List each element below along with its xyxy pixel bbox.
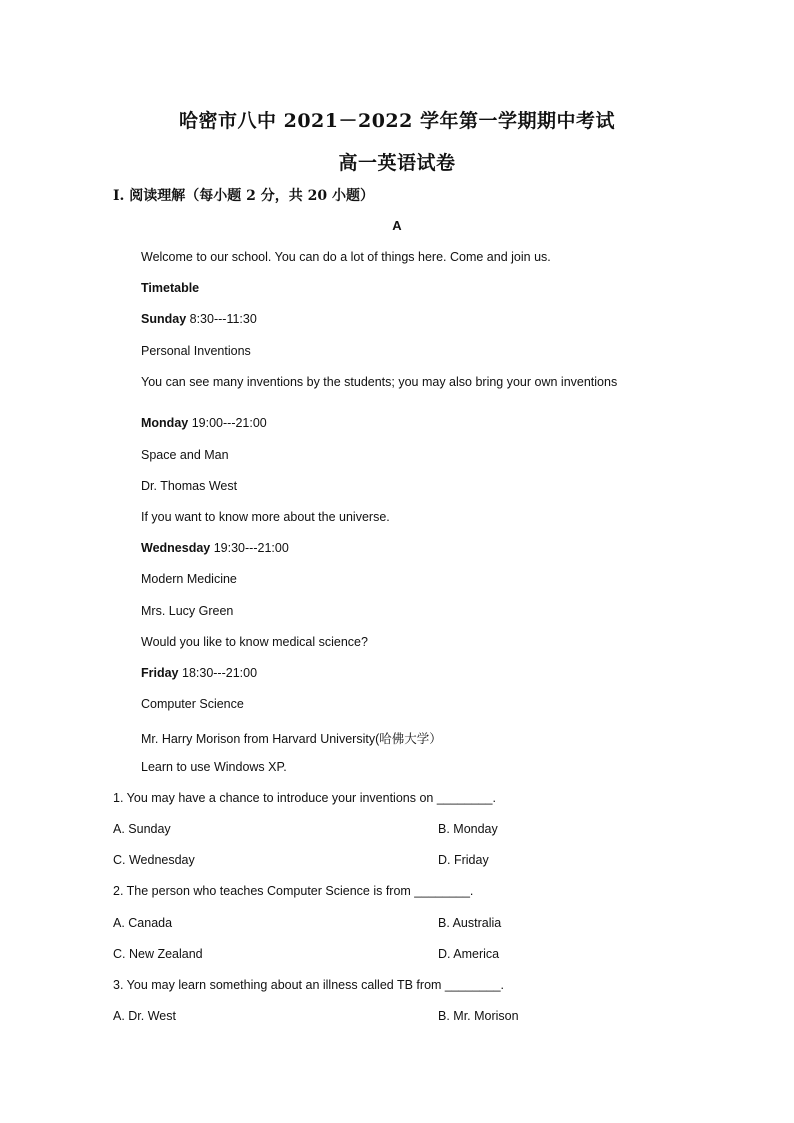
timetable-heading: Timetable	[141, 281, 200, 295]
wednesday-day: Wednesday	[141, 541, 211, 555]
sunday-title: Personal Inventions	[141, 344, 251, 358]
question-2-stem: 2. The person who teaches Computer Science is from ________.	[113, 884, 474, 898]
question-2-option-b[interactable]: B. Australia	[438, 916, 502, 930]
wednesday-time: 19:30---21:00	[210, 541, 289, 555]
monday-desc: If you want to know more about the universe.	[141, 510, 390, 524]
wednesday-speaker: Mrs. Lucy Green	[141, 604, 234, 618]
passage-intro: Welcome to our school. You can do a lot of things here. Come and join us.	[141, 250, 551, 264]
question-3-option-a[interactable]: A. Dr. West	[113, 1009, 176, 1023]
question-3-stem: 3. You may learn something about an illness called TB from ________.	[113, 978, 504, 992]
passage-label: A	[392, 218, 402, 233]
section-heading: I. 阅读理解（每小题 2 分，共 20 小题）	[113, 188, 375, 204]
question-2-option-c[interactable]: C. New Zealand	[113, 947, 203, 961]
monday-schedule	[141, 416, 267, 430]
monday-day: Monday	[141, 416, 189, 430]
exam-title: 哈密市八中 2021－2022 学年第一学期期中考试	[179, 110, 615, 132]
friday-speaker: Mr. Harry Morison from Harvard University(哈佛大学）	[141, 732, 442, 746]
friday-day: Friday	[141, 666, 179, 680]
question-1-option-d[interactable]: D. Friday	[438, 853, 489, 867]
sunday-day: Sunday	[141, 312, 187, 326]
question-2-option-a[interactable]: A. Canada	[113, 916, 173, 930]
question-1-stem: 1. You may have a chance to introduce your inventions on ________.	[113, 791, 496, 805]
monday-speaker: Dr. Thomas West	[141, 479, 238, 493]
sunday-schedule	[141, 312, 257, 326]
question-1-option-a[interactable]: A. Sunday	[113, 822, 171, 836]
monday-title: Space and Man	[141, 448, 229, 462]
wednesday-desc: Would you like to know medical science?	[141, 635, 368, 649]
wednesday-title: Modern Medicine	[141, 572, 237, 586]
question-1-option-b[interactable]: B. Monday	[438, 822, 498, 836]
sunday-desc: You can see many inventions by the students; you may also bring your own inventions	[141, 375, 618, 389]
wednesday-schedule	[141, 541, 289, 555]
question-3-option-b[interactable]: B. Mr. Morison	[438, 1009, 519, 1023]
exam-subtitle: 高一英语试卷	[338, 152, 456, 174]
question-1-option-c[interactable]: C. Wednesday	[113, 853, 195, 867]
sunday-time: 8:30---11:30	[186, 312, 257, 326]
friday-schedule	[141, 666, 257, 680]
friday-title: Computer Science	[141, 697, 244, 711]
friday-desc: Learn to use Windows XP.	[141, 760, 287, 774]
question-2-option-d[interactable]: D. America	[438, 947, 500, 961]
friday-time: 18:30---21:00	[178, 666, 258, 680]
monday-time: 19:00---21:00	[188, 416, 267, 430]
